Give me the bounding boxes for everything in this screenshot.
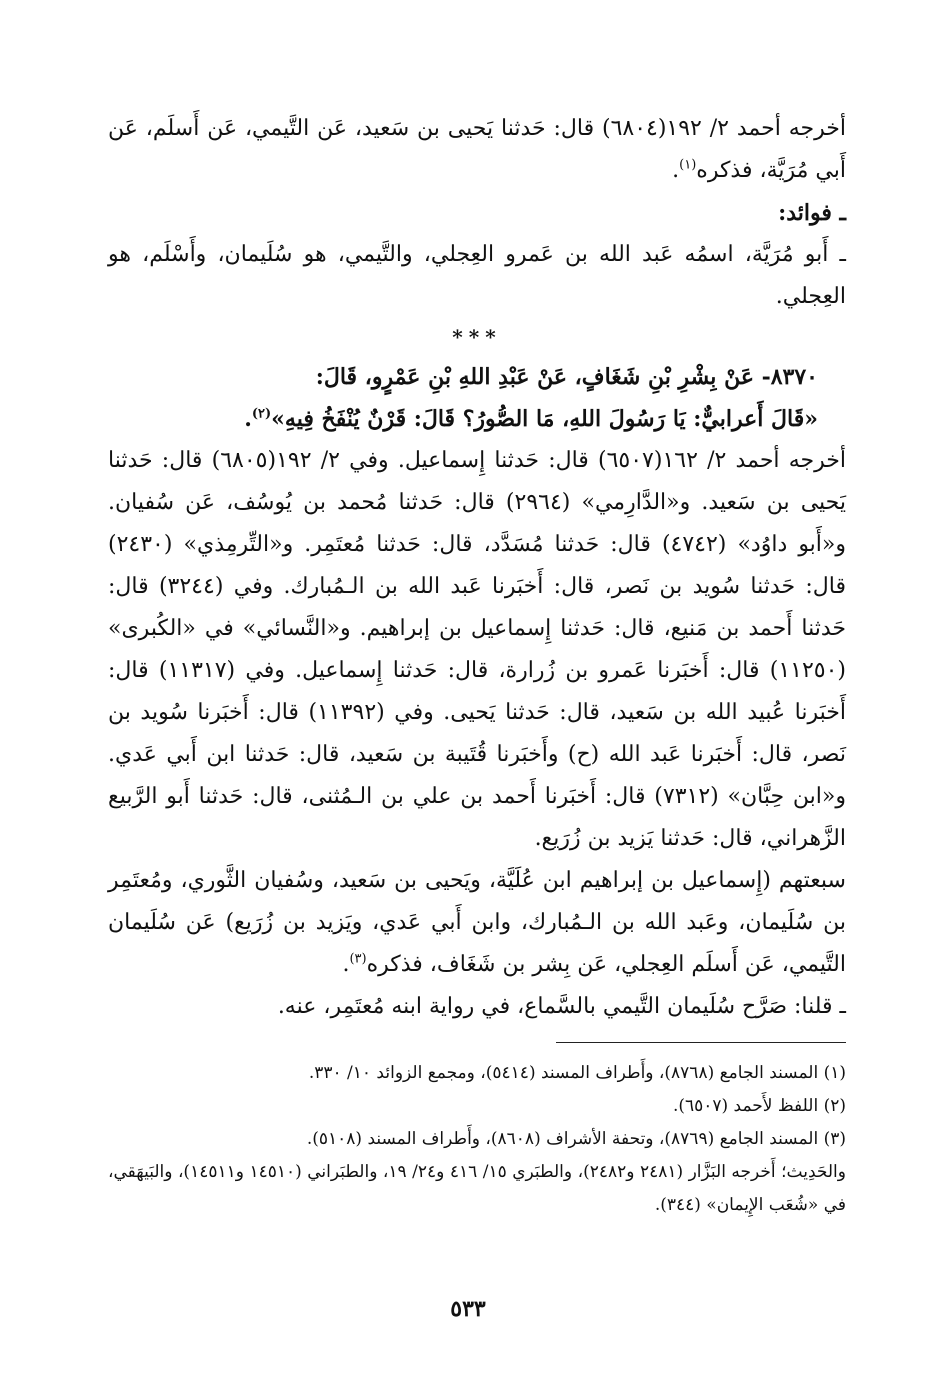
footnote-divider	[556, 1042, 846, 1043]
footnote-ref-2[interactable]: (٢)	[251, 406, 272, 422]
paragraph-takhrij-1: أخرجه أحمد ٢/ ١٩٢(٦٨٠٤) قال: حَدثنا يَحيى بن سَعيد، عَن التَّيمي، عَن أَسلَم، عَن أَبي مُرَيَّة، فذكره$^{(١)}$.	[108, 116, 846, 183]
section-separator: ***	[452, 325, 502, 349]
heading-fawaid: ـ فوائد:	[778, 200, 846, 226]
footnote-3: (٣) المسند الجامع (٨٧٦٩)، وتحفة الأشراف (٨٦٠٨)، وأَطراف المسند (٥١٠٨).	[306, 1129, 846, 1149]
footnote-ref-3[interactable]: (٣)	[349, 951, 367, 967]
footnote-2: (٢) اللفظ لأَحمد (٦٥٠٧).	[672, 1096, 846, 1116]
hadith-heading: ٨٣٧٠- عَنْ بِشْرِ بْنِ شَغَافٍ، عَنْ عَبْدِ اللهِ بْنِ عَمْرٍو، قَالَ:	[315, 364, 818, 390]
page-content	[108, 108, 846, 1222]
footnote-3-continued: والحَدِيث؛ أَخرجه البَزَّار (٢٤٨١ و٢٤٨٢)، والطبَري ١٥/ ٤١٦ و٢٤/ ١٩، والطبَراني (١٤٥١٠ و١٤٥١١)، والبَيهَقي، في «شُعَب الإِيمان» (٣٤٤).	[108, 1162, 846, 1215]
qulna-note: ـ قلنا: صَرَّح سُلَيمان التَّيمي بالسَّماع، في رواية ابنه مُعتَمِر، عنه.	[277, 994, 846, 1019]
hadith-text: «قَالَ أَعرابيٌّ: يَا رَسُولَ اللهِ، مَا الصُّورُ؟ قَالَ: قَرْنٌ يُنْفَخُ فِيهِ»$^{(٢)}$.	[244, 406, 818, 432]
paragraph-summary: سبعتهم (إِسماعيل بن إبراهيم ابن عُلَيَّة، ويَحيى بن سَعيد، وسُفيان الثَّوري، ومُعتَمِر بن سُلَيمان، وعَبد الله بن الـمُبارك، وابن أَبي عَدي، ويَزيد بن زُرَيع) عَن سُلَيمان التَّيمي، عَن أَسلَم العِجلي، عَن بِشر بن شَغَاف، فذكره$^{(٣)}$.	[108, 868, 846, 977]
paragraph-takhrij-2: أخرجه أحمد ٢/ ١٦٢(٦٥٠٧) قال: حَدثنا إِسماعيل. وفي ٢/ ١٩٢(٦٨٠٥) قال: حَدثنا يَحيى بن سَعيد. و«الدَّارِمي» (٢٩٦٤) قال: حَدثنا مُحمد بن يُوسُف، عَن سُفيان. و«أَبو داوُد» (٤٧٤٢) قال: حَدثنا مُسَدَّد، قال: حَدثنا مُعتَمِر. و«التِّرمِذي» (٢٤٣٠) قال: حَدثنا سُويد بن نَصر، قال: أَخبَرنا عَبد الله بن الـمُبارك. وفي (٣٢٤٤) قال: حَدثنا أَحمد بن مَنيع، قال: حَدثنا إِسماعيل بن إبراهيم. و«النَّسائي» في «الكُبرى» (١١٢٥٠) قال: أَخبَرنا عَمرو بن زُرارة، قال: حَدثنا إِسماعيل. وفي (١١٣١٧) قال: أَخبَرنا عُبيد الله بن سَعيد، قال: حَدثنا يَحيى. وفي (١١٣٩٢) قال: أَخبَرنا سُويد بن نَصر، قال: أَخبَرنا عَبد الله (ح) وأَخبَرنا قُتَيبة بن سَعيد، قال: حَدثنا ابن أَبي عَدي. و«ابن حِبَّان» (٧٣١٢) قال: أَخبَرنا أَحمد بن علي بن الـمُثنى، قال: حَدثنا أَبو الرَّبيع الزَّهراني، قال: حَدثنا يَزيد بن زُرَيع.	[108, 448, 847, 851]
fawaid-note: ـ أَبو مُرَيَّة، اسمُه عَبد الله بن عَمرو العِجلي، والتَّيمي، هو سُلَيمان، وأَسْلَم، هو العِجلي.	[108, 242, 846, 309]
footnote-ref-1[interactable]: (١)	[679, 157, 697, 173]
page-number: ٥٣٣	[450, 1296, 486, 1322]
footnote-1: (١) المسند الجامع (٨٧٦٨)، وأَطراف المسند (٥٤١٤)، ومجمع الزوائد ١٠/ ٣٣٠.	[308, 1063, 846, 1083]
